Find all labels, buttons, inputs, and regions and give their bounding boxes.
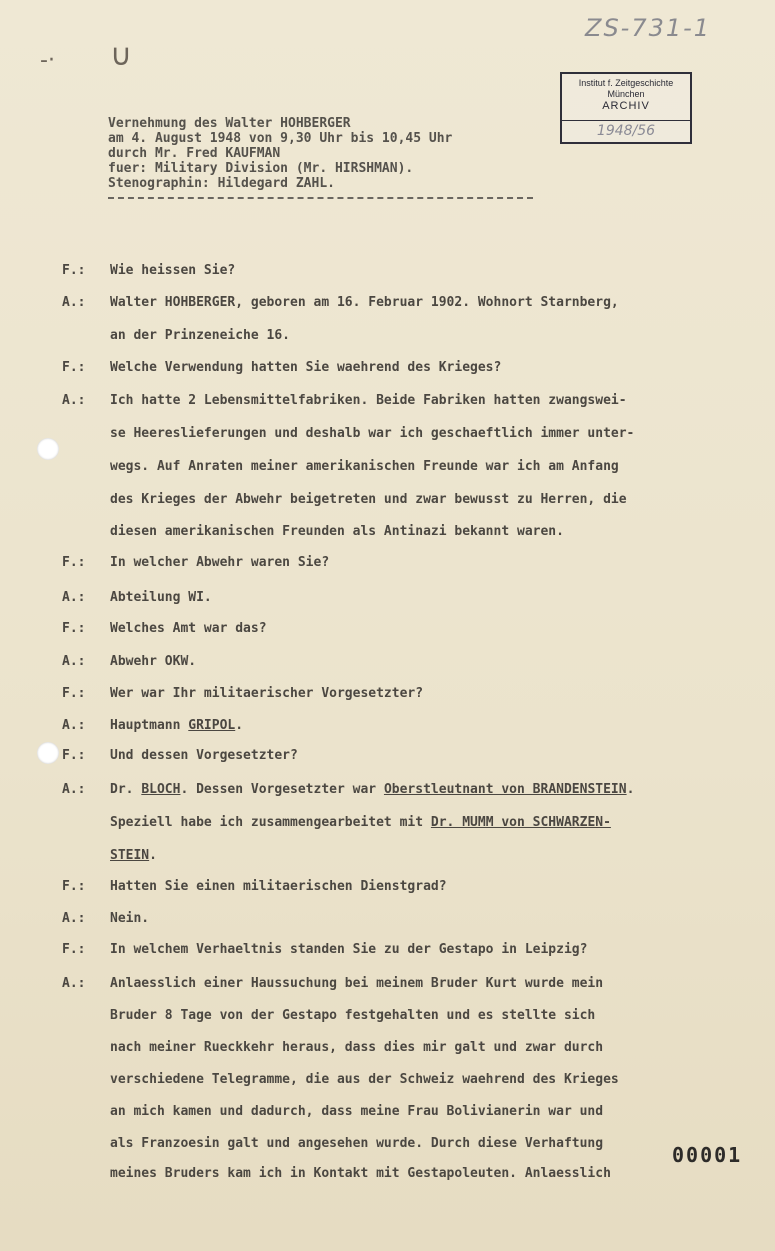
header-line: durch Mr. Fred KAUFMAN xyxy=(108,146,281,161)
line-text: STEIN. xyxy=(110,848,157,863)
line-text: Speziell habe ich zusammengearbeitet mit Dr. MUMM von SCHWARZEN- xyxy=(110,815,611,830)
line-text: nach meiner Rueckkehr heraus, dass dies mir galt und zwar durch xyxy=(110,1040,604,1055)
speaker-label: F.: xyxy=(62,686,86,701)
archive-stamp xyxy=(560,72,692,144)
line-text: des Krieges der Abwehr beigetreten und zwar bewusst zu Herren, die xyxy=(110,492,627,507)
line-text: Bruder 8 Tage von der Gestapo festgehalten und es stellte sich xyxy=(110,1008,596,1023)
punch-hole-bottom xyxy=(37,742,59,764)
line-text: Ich hatte 2 Lebensmittelfabriken. Beide Fabriken hatten zwangswei- xyxy=(110,393,627,408)
punch-hole-top xyxy=(37,438,59,460)
stamp-archive: ARCHIV xyxy=(602,100,650,112)
page-number: 00001 xyxy=(672,1143,743,1167)
speaker-label: A.: xyxy=(62,911,86,926)
speaker-label: F.: xyxy=(62,879,86,894)
pencil-mark-u: ∪ xyxy=(110,38,132,73)
line-text: an mich kamen und dadurch, dass meine Frau Bolivianerin war und xyxy=(110,1104,604,1119)
line-text: an der Prinzeneiche 16. xyxy=(110,328,291,343)
header-line: am 4. August 1948 von 9,30 Uhr bis 10,45 Uhr xyxy=(108,131,453,146)
line-text: Hatten Sie einen militaerischen Dienstgrad? xyxy=(110,879,447,894)
stamp-number: 1948/56 xyxy=(562,120,690,141)
speaker-label: A.: xyxy=(62,782,86,797)
header-line: Vernehmung des Walter HOHBERGER xyxy=(108,116,351,131)
line-text: Anlaesslich einer Haussuchung bei meinem Bruder Kurt wurde mein xyxy=(110,976,604,991)
line-text: Hauptmann GRIPOL. xyxy=(110,718,244,733)
line-text: Dr. BLOCH. Dessen Vorgesetzter war Oberstleutnant von BRANDENSTEIN. xyxy=(110,782,635,797)
line-text: Und dessen Vorgesetzter? xyxy=(110,748,298,763)
line-text: Walter HOHBERGER, geboren am 16. Februar 1902. Wohnort Starnberg, xyxy=(110,295,619,310)
speaker-label: F.: xyxy=(62,942,86,957)
speaker-label: F.: xyxy=(62,263,86,278)
line-text: diesen amerikanischen Freunden als Antinazi bekannt waren. xyxy=(110,524,564,539)
archive-reference: ZS-731-1 xyxy=(585,14,712,42)
line-text: se Heereslieferungen und deshalb war ich geschaeftlich immer unter- xyxy=(110,426,635,441)
speaker-label: F.: xyxy=(62,621,86,636)
header-line: fuer: Military Division (Mr. HIRSHMAN). xyxy=(108,161,414,176)
line-text: meines Bruders kam ich in Kontakt mit Gestapoleuten. Anlaesslich xyxy=(110,1166,611,1181)
speaker-label: A.: xyxy=(62,590,86,605)
interrogation-header xyxy=(108,116,533,199)
speaker-label: A.: xyxy=(62,295,86,310)
speaker-label: F.: xyxy=(62,748,86,763)
line-text: Welches Amt war das? xyxy=(110,621,267,636)
speaker-label: A.: xyxy=(62,976,86,991)
speaker-label: A.: xyxy=(62,718,86,733)
line-text: als Franzoesin galt und angesehen wurde. Durch diese Verhaftung xyxy=(110,1136,604,1151)
stamp-institute: Institut f. Zeitgeschichte xyxy=(578,78,674,88)
line-text: Wie heissen Sie? xyxy=(110,263,236,278)
speaker-label: F.: xyxy=(62,555,86,570)
speaker-label: A.: xyxy=(62,393,86,408)
line-text: Nein. xyxy=(110,911,150,926)
line-text: wegs. Auf Anraten meiner amerikanischen Freunde war ich am Anfang xyxy=(110,459,619,474)
line-text: Wer war Ihr militaerischer Vorgesetzter? xyxy=(110,686,424,701)
speaker-label: A.: xyxy=(62,654,86,669)
line-text: In welchem Verhaeltnis standen Sie zu der Gestapo in Leipzig? xyxy=(110,942,588,957)
line-text: Abteilung WI. xyxy=(110,590,212,605)
line-text: Abwehr OKW. xyxy=(110,654,197,669)
header-divider xyxy=(108,197,533,199)
line-text: In welcher Abwehr waren Sie? xyxy=(110,555,330,570)
line-text: verschiedene Telegramme, die aus der Schweiz waehrend des Krieges xyxy=(110,1072,619,1087)
header-line: Stenographin: Hildegard ZAHL. xyxy=(108,176,335,191)
pencil-mark-dash: -· xyxy=(40,48,55,73)
stamp-city: München xyxy=(607,89,645,99)
line-text: Welche Verwendung hatten Sie waehrend des Krieges? xyxy=(110,360,502,375)
speaker-label: F.: xyxy=(62,360,86,375)
